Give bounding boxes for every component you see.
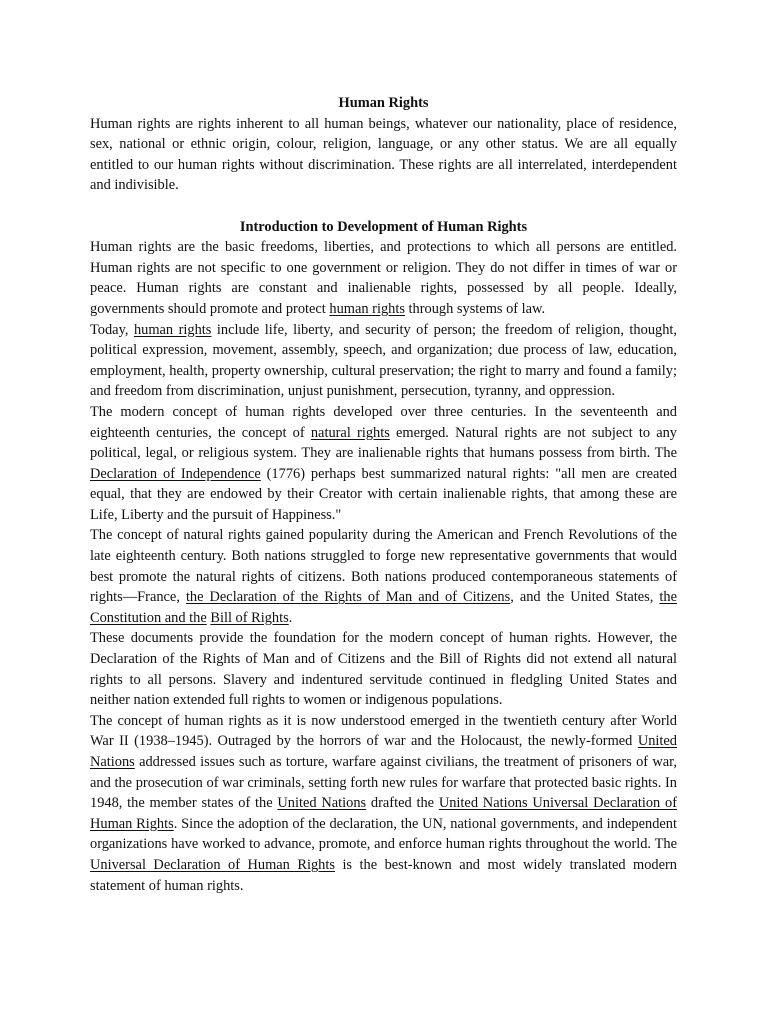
paragraph-6-text-1: The concept of human rights as it is now understood emerged in the twentieth century after World War II (1938–1945). Outraged by the horrors of war and the Holocaust, the newly-formed <box>90 712 677 750</box>
paragraph-3-text-3: (1776) perhaps best summarized natural rights: "all men are created equal, that they are endowed by their Creator with certain inalienable rights, that among these are Life, Liberty and the pursuit of Happiness." <box>90 465 677 523</box>
section-title: Introduction to Development of Human Rights <box>239 218 528 235</box>
paragraph-4-text-1: The concept of natural rights gained popularity during the American and French Revolutions of the late eighteenth century. Both nations struggled to forge new representative governments that would best promote the natural rights of citizens. Both nations produced contemporaneous statements of rights—France, <box>90 527 677 606</box>
intro-paragraph: Human rights are rights inherent to all human beings, whatever our nationality, place of residence, sex, national or ethnic origin, colour, religion, language, or any other status. We are all equally entitled to our human rights without discrimination. These rights are all interrelated, interdependent and indivisible. <box>90 115 677 194</box>
human-rights-link[interactable]: human rights <box>329 300 405 317</box>
paragraph-1-text: Human rights are the basic freedoms, liberties, and protections to which all persons are entitled. Human rights are not specific to one government or religion. They do not differ in times of war or peace. Human rights are constant and inalienable rights, possessed by all people. Ideally, governments should promote and protect <box>90 239 677 317</box>
paragraph-5: These documents provide the foundation for the modern concept of human rights. However, the Declaration of the Rights of Man and of Citizens and the Bill of Rights did not extend all natural rights to all persons. Slavery and indentured servitude continued in fledgling United States and neither nation extended full rights to women or indigenous populations. <box>90 630 677 709</box>
paragraph-3 <box>90 402 677 526</box>
paragraph-6-text-5: is the best-known and most widely translated modern statement of human rights. <box>90 856 677 894</box>
paragraph-1-tail: through systems of law. <box>404 300 546 317</box>
universal-declaration-link[interactable]: Universal Declaration of Human Rights <box>90 856 335 873</box>
paragraph-6-text-2: addressed issues such as torture, warfare against civilians, the treatment of prisoners of war, and the prosecution of war criminals, setting forth new rules for warfare that protected basic rights. In 1948, the member states of the <box>90 754 677 812</box>
paragraph-6 <box>90 711 677 896</box>
document-title: Human Rights <box>338 95 429 111</box>
united-nations-link-2[interactable]: United Nations <box>277 795 367 812</box>
paragraph-2-lead: Today, <box>90 321 134 338</box>
un-universal-declaration-link[interactable]: United Nations Universal Declaration of Human Rights <box>90 795 677 832</box>
paragraph-2 <box>90 320 677 402</box>
paragraph-6-text-4: . Since the adoption of the declaration, the UN, national governments, and independent organizations have worked to advance, promote, and enforce human rights throughout the world. The <box>90 815 677 853</box>
natural-rights-link[interactable]: natural rights <box>310 424 390 441</box>
constitution-link[interactable]: the Constitution and the <box>90 589 677 626</box>
bill-of-rights-link[interactable]: Bill of Rights <box>210 609 289 626</box>
rights-of-man-link[interactable]: the Declaration of the Rights of Man and of Citizens <box>185 589 511 606</box>
united-nations-link[interactable]: United Nations <box>90 733 677 770</box>
paragraph-4-text-4: . <box>288 609 293 626</box>
paragraph-1 <box>90 237 677 319</box>
paragraph-2-text: include life, liberty, and security of person; the freedom of religion, thought, political expression, movement, assembly, speech, and organization; due process of law, education, employment, health, property ownership, cultural preservation; the right to marry and found a family; and freedom from discrimination, unjust punishment, persecution, tyranny, and oppression. <box>90 321 678 400</box>
human-rights-link-2[interactable]: human rights <box>133 321 212 338</box>
paragraph-4-text-2: , and the United States, <box>510 589 660 606</box>
paragraph-4 <box>90 525 677 628</box>
paragraph-6-text-3: drafted the <box>366 795 439 812</box>
document-page <box>90 93 677 896</box>
paragraph-3-text-2: emerged. Natural rights are not subject to any political, legal, or religious system. They are inalienable rights that humans possess from birth. The <box>90 424 677 462</box>
declaration-of-independence-link[interactable]: Declaration of Independence <box>90 465 261 482</box>
paragraph-3-text-1: The modern concept of human rights developed over three centuries. In the seventeenth and eighteenth centuries, the concept of <box>90 403 677 441</box>
